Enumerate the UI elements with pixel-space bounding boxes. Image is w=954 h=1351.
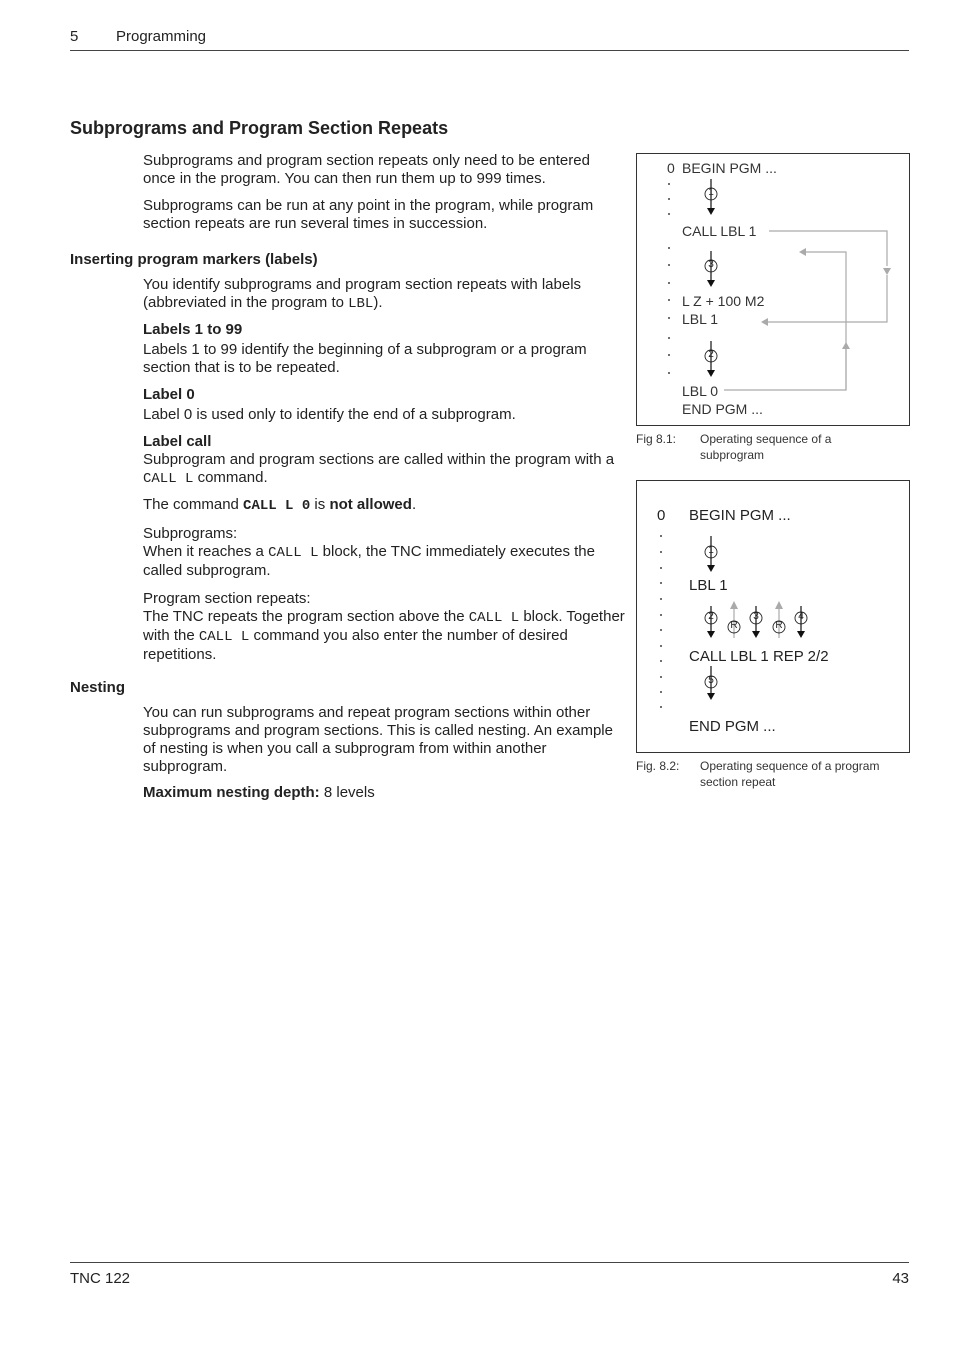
repeats-text-a: The TNC repeats the program section above the bbox=[143, 608, 469, 625]
subprograms-code: CALL L bbox=[268, 545, 319, 561]
figure-subprogram bbox=[636, 153, 910, 426]
nesting-depth bbox=[143, 784, 625, 802]
repeats-code-2: CALL L bbox=[198, 629, 250, 645]
command-code: CALL L 0 bbox=[243, 498, 311, 514]
figure-1-line-lz: L Z + 100 M2 bbox=[682, 293, 765, 309]
nesting-depth-label: Maximum nesting depth: bbox=[143, 784, 320, 801]
intro-paragraph-2: Subprograms can be run at any point in the program, while program section repeats are run several times in succession. bbox=[143, 197, 594, 232]
figure-2-dots bbox=[660, 535, 662, 708]
figure-2-line-end: END PGM ... bbox=[689, 718, 776, 735]
figure-2-zero: 0 bbox=[657, 507, 666, 524]
figure-section-repeat bbox=[636, 480, 910, 753]
labels-intro-code: LBL bbox=[348, 296, 374, 312]
labels-heading: Inserting program markers (labels) bbox=[70, 251, 318, 268]
figure-2-line-lbl1: LBL 1 bbox=[689, 577, 728, 594]
subprograms-title: Subprograms: bbox=[143, 525, 238, 542]
figure-subprogram-arrows bbox=[637, 154, 909, 425]
footer-manual: TNC 122 bbox=[70, 1270, 131, 1287]
figure-1-dots bbox=[668, 183, 670, 374]
figure-2-step-1: 1 bbox=[708, 545, 714, 556]
chapter-title: Programming bbox=[116, 28, 207, 45]
repeats-text-c: command you also enter the number of desired repetitions. bbox=[143, 627, 568, 663]
label-call-text bbox=[143, 451, 625, 488]
figure-1-step-2: 2 bbox=[708, 349, 714, 360]
figure-1-line-lbl1: LBL 1 bbox=[682, 311, 719, 327]
figure-1-line-call: CALL LBL 1 bbox=[682, 223, 757, 239]
repeats-text-b: block. Together with the bbox=[143, 608, 625, 644]
figure-2-step-2: 2 bbox=[708, 611, 714, 622]
figure-1-step-1: 1 bbox=[708, 187, 714, 198]
figure-1-zero: 0 bbox=[667, 160, 675, 176]
figure-1-caption-label: Fig 8.1: bbox=[636, 432, 677, 446]
figure-1-black-arrows bbox=[707, 179, 715, 377]
header-rule bbox=[70, 50, 909, 51]
figure-1-line-end: END PGM ... bbox=[682, 401, 763, 417]
label-0-heading: Label 0 bbox=[143, 386, 195, 403]
figure-1-line-lbl0: LBL 0 bbox=[682, 383, 719, 399]
figure-2-repeat-mark-1: R bbox=[730, 620, 738, 631]
intro-paragraph-1: Subprograms and program section repeats only need to be entered once in the program. You can then run them up to 999 times. bbox=[143, 152, 590, 187]
label-call-text-b: command. bbox=[193, 469, 268, 486]
label-call-heading: Label call bbox=[143, 433, 212, 450]
subprograms-text-a: When it reaches a bbox=[143, 543, 269, 560]
figure-1-caption-text: Operating sequence of a subprogram bbox=[700, 432, 832, 462]
repeats-code-1: CALL L bbox=[468, 610, 520, 626]
label-0-text: Label 0 is used only to identify the end of a subprogram. bbox=[143, 406, 516, 423]
command-text-a: The command bbox=[143, 496, 244, 513]
label-call-text-a: Subprogram and program sections are called within the program with a bbox=[143, 451, 615, 468]
labels-1-99-text: Labels 1 to 99 identify the beginning of a subprogram or a program section that is to be repeated. bbox=[143, 341, 587, 376]
figure-1-gray-arrows bbox=[724, 231, 891, 390]
figure-2-step-4: 4 bbox=[798, 611, 804, 622]
labels-intro-text-a: You identify subprograms and program section repeats with labels (abbreviated in the program to bbox=[143, 276, 582, 311]
command-bold: not allowed bbox=[329, 496, 412, 513]
nesting-depth-value: 8 levels bbox=[319, 784, 375, 801]
figure-2-caption-text: Operating sequence of a program section repeat bbox=[700, 759, 880, 789]
repeats-title: Program section repeats: bbox=[143, 590, 311, 607]
footer-rule bbox=[70, 1262, 909, 1263]
command-text-b: is bbox=[310, 496, 330, 513]
nesting-heading: Nesting bbox=[70, 679, 126, 696]
labels-intro-text-b: ). bbox=[373, 294, 383, 311]
nesting-text: You can run subprograms and repeat program sections within other subprograms and program sections. This is called nesting. An example of nesting is when you call a subprogram from within another subprogram. bbox=[143, 704, 613, 775]
figure-2-repeat-mark-2: R bbox=[775, 620, 783, 631]
command-not-allowed bbox=[143, 496, 625, 515]
command-text-c: . bbox=[411, 496, 417, 513]
section-title: Subprograms and Program Section Repeats bbox=[70, 118, 449, 138]
figure-1-line-begin: BEGIN PGM ... bbox=[682, 160, 777, 176]
figure-2-line-call: CALL LBL 1 REP 2/2 bbox=[689, 648, 829, 665]
subprograms-text-b: block, the TNC immediately executes the called subprogram. bbox=[143, 543, 595, 579]
page-number: 43 bbox=[892, 1270, 909, 1287]
subprograms-text bbox=[143, 543, 625, 580]
label-call-code: CALL L bbox=[143, 471, 194, 487]
figure-2-caption-label: Fig. 8.2: bbox=[636, 759, 680, 773]
labels-1-99-heading: Labels 1 to 99 bbox=[143, 321, 243, 338]
figure-1-step-3: 3 bbox=[708, 259, 714, 270]
figure-2-line-begin: BEGIN PGM ... bbox=[689, 507, 791, 524]
chapter-number: 5 bbox=[70, 28, 79, 45]
repeats-text bbox=[143, 608, 625, 664]
figure-2-step-3: 3 bbox=[753, 611, 759, 622]
labels-intro bbox=[143, 276, 625, 313]
figure-2-step-5: 5 bbox=[708, 675, 714, 686]
